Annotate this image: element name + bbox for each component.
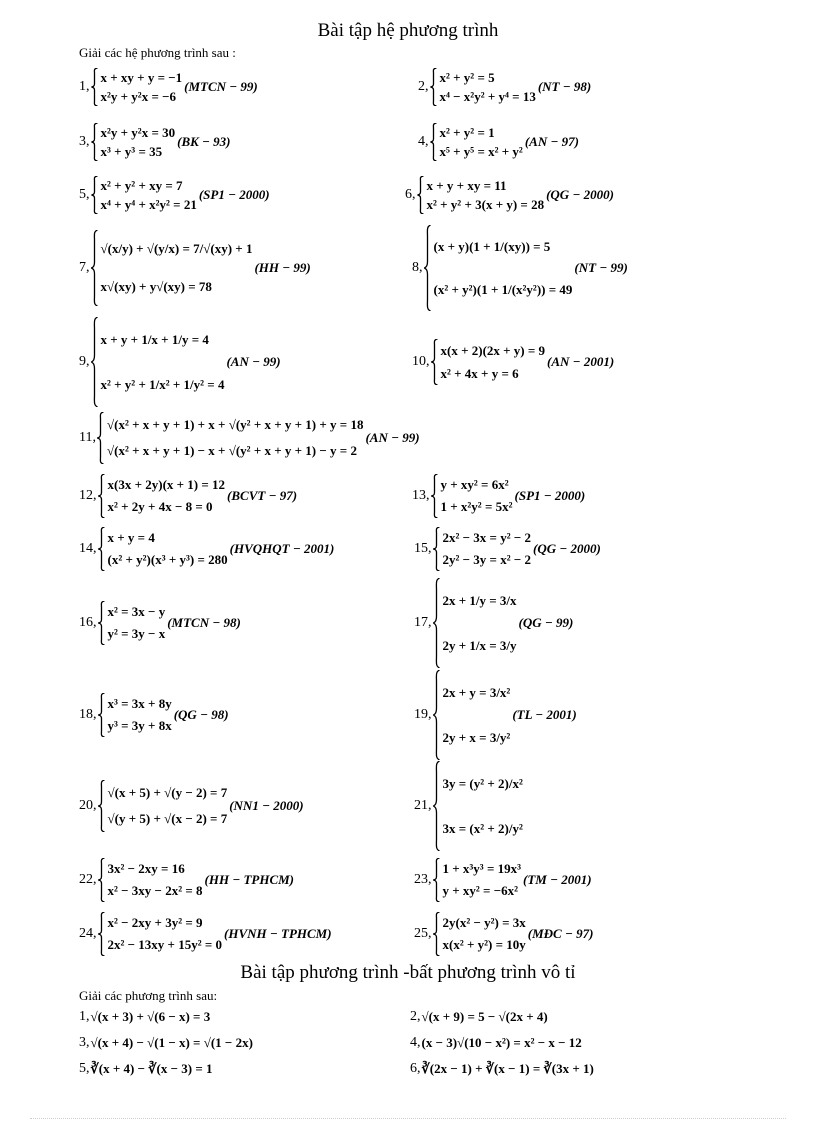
equation-problem xyxy=(410,1008,548,1026)
equation-line: 1 + x²y² = 5x² xyxy=(440,499,513,514)
problem-number: 6, xyxy=(405,187,416,202)
system-problem xyxy=(79,176,270,214)
equation-line: x² + y² + xy = 7 xyxy=(100,177,183,193)
problem-number: 1, xyxy=(79,1009,90,1024)
system-problem xyxy=(79,474,297,518)
equation-line: x√(xy) + y√(xy) = 78 xyxy=(100,279,212,294)
problem-number: 3, xyxy=(79,1035,90,1050)
left-brace xyxy=(91,68,98,106)
equation-line: y² = 3y − x xyxy=(107,626,166,641)
problem-number: 15, xyxy=(414,541,432,556)
equation-line: 2y + x = 3/y² xyxy=(442,729,511,745)
equation-line: y³ = 3y + 8x xyxy=(107,718,172,733)
equation-line: √(x² + x + y + 1) − x + √(y² + x + y + 1) − y = 2 xyxy=(106,443,357,458)
left-brace xyxy=(433,578,440,668)
left-brace xyxy=(424,225,431,311)
source-reference: (SP1 − 2000) xyxy=(514,488,586,503)
problem-number: 20, xyxy=(79,798,97,813)
equation-problem xyxy=(410,1060,594,1078)
system-problem xyxy=(79,123,231,161)
left-brace xyxy=(431,339,438,385)
source-reference: (AN − 97) xyxy=(524,134,579,149)
left-brace xyxy=(98,527,105,571)
equation: √(x + 3) + √(6 − x) = 3 xyxy=(90,1009,211,1024)
problem-number: 2, xyxy=(410,1009,421,1024)
equation-line: x(x² + y²) = 10y xyxy=(442,937,526,952)
equation-line: x³ + y³ = 35 xyxy=(100,143,163,159)
problem-number: 6, xyxy=(410,1061,421,1076)
equation-line: 3x = (x² + 2)/y² xyxy=(442,820,523,836)
left-brace xyxy=(98,912,105,956)
problem-number: 5, xyxy=(79,187,90,202)
left-brace xyxy=(430,68,437,106)
system-problem xyxy=(412,225,628,311)
equation-problem xyxy=(79,1008,210,1026)
equation-line: 2y² − 3y = x² − 2 xyxy=(442,552,532,567)
problem-number: 9, xyxy=(79,354,90,369)
problem-number: 4, xyxy=(418,134,429,149)
equation-line: x(3x + 2y)(x + 1) = 12 xyxy=(107,477,226,492)
problem-number: 1, xyxy=(79,79,90,94)
problem-number: 18, xyxy=(79,707,97,722)
equation-line: y + xy² = −6x² xyxy=(442,883,519,898)
left-brace xyxy=(433,761,440,851)
equation-line: 3y = (y² + 2)/x² xyxy=(442,775,523,791)
equation-line: x² + 4x + y = 6 xyxy=(440,365,519,381)
left-brace xyxy=(91,317,98,407)
equation-line: x + y = 4 xyxy=(107,530,155,545)
equation-line: (x² + y²)(1 + 1/(x²y²)) = 49 xyxy=(433,281,573,297)
left-brace xyxy=(433,912,440,956)
problem-number: 19, xyxy=(414,707,432,722)
system-problem xyxy=(414,527,601,571)
section-title-irrational: Bài tập phương trình -bất phương trình vô tỉ xyxy=(240,962,576,983)
system-problem xyxy=(414,670,577,760)
left-brace xyxy=(91,176,98,214)
equation-line: x² = 3x − y xyxy=(107,604,166,619)
problem-number: 3, xyxy=(79,134,90,149)
system-problem xyxy=(405,176,614,214)
equation-line: x⁵ + y⁵ = x² + y² xyxy=(439,143,523,159)
equation-line: x²y + y²x = −6 xyxy=(100,88,177,104)
source-reference: (TL − 2001) xyxy=(512,707,577,722)
source-reference: (NN1 − 2000) xyxy=(229,798,304,813)
source-reference: (QG − 99) xyxy=(518,615,574,630)
left-brace xyxy=(91,123,98,161)
source-reference: (QG − 2000) xyxy=(533,541,601,556)
equation: √(x + 9) = 5 − √(2x + 4) xyxy=(421,1009,548,1024)
equation: √(x + 4) − √(1 − x) = √(1 − 2x) xyxy=(90,1035,253,1050)
source-reference: (MĐC − 97) xyxy=(527,926,594,941)
system-problem xyxy=(79,858,294,902)
source-reference: (BK − 93) xyxy=(177,134,231,149)
system-problem xyxy=(414,761,525,851)
left-brace xyxy=(98,780,105,832)
problem-number: 22, xyxy=(79,872,97,887)
equation-problem xyxy=(79,1034,253,1052)
equation-line: x + y + xy = 11 xyxy=(426,177,507,193)
equation-line: x² + y² = 5 xyxy=(439,69,495,85)
system-problem xyxy=(79,317,281,407)
equation-problem xyxy=(79,1060,213,1078)
left-brace xyxy=(97,412,104,464)
system-problem xyxy=(79,230,311,306)
left-brace xyxy=(431,474,438,518)
equation-line: 2x² − 3x = y² − 2 xyxy=(442,530,532,545)
source-reference: (HH − 99) xyxy=(254,260,311,275)
left-brace xyxy=(98,693,105,737)
system-problem xyxy=(418,68,591,106)
system-problem xyxy=(412,474,585,518)
equation: ∛(2x − 1) + ∛(x − 1) = ∛(3x + 1) xyxy=(421,1061,594,1076)
left-brace xyxy=(433,670,440,760)
left-brace xyxy=(433,527,440,571)
equation-problem xyxy=(410,1034,582,1052)
equation-line: 2x + 1/y = 3/x xyxy=(442,592,517,608)
equation-line: x⁴ + y⁴ + x²y² = 21 xyxy=(100,196,197,212)
source-reference: (AN − 2001) xyxy=(547,354,615,369)
system-problem xyxy=(79,693,229,737)
equation-line: x² + y² + 3(x + y) = 28 xyxy=(426,196,545,212)
equation-line: x² − 3xy − 2x² = 8 xyxy=(107,883,203,898)
system-problem xyxy=(418,123,579,161)
equation-line: 2x + y = 3/x² xyxy=(442,684,511,700)
source-reference: (HH − TPHCM) xyxy=(204,872,295,887)
equation-line: x³ = 3x + 8y xyxy=(107,696,172,711)
source-reference: (NT − 98) xyxy=(537,79,592,94)
left-brace xyxy=(98,474,105,518)
equation-line: √(y + 5) + √(x − 2) = 7 xyxy=(107,811,228,826)
problem-number: 24, xyxy=(79,926,97,941)
left-brace xyxy=(417,176,424,214)
equation-line: 2y + 1/x = 3/y xyxy=(442,637,517,653)
equation-line: x² + y² + 1/x² + 1/y² = 4 xyxy=(100,376,225,392)
equation-line: 2y(x² − y²) = 3x xyxy=(442,915,526,930)
system-problem xyxy=(414,858,592,902)
system-problem xyxy=(414,912,593,956)
equation-line: y + xy² = 6x² xyxy=(440,477,509,492)
source-reference: (AN − 99) xyxy=(226,354,281,369)
equation-line: (x² + y²)(x³ + y³) = 280 xyxy=(107,552,228,567)
problem-number: 5, xyxy=(79,1061,90,1076)
equation-line: √(x/y) + √(y/x) = 7/√(xy) + 1 xyxy=(100,241,253,256)
equation-line: √(x + 5) + √(y − 2) = 7 xyxy=(107,785,228,800)
left-brace xyxy=(98,601,105,645)
equation: ∛(x + 4) − ∛(x − 3) = 1 xyxy=(90,1061,213,1076)
equation-line: x² + 2y + 4x − 8 = 0 xyxy=(107,499,213,514)
problem-number: 25, xyxy=(414,926,432,941)
source-reference: (SP1 − 2000) xyxy=(198,187,270,202)
equation: (x − 3)√(10 − x²) = x² − x − 12 xyxy=(421,1035,582,1050)
equation-line: 3x² − 2xy = 16 xyxy=(107,861,185,876)
system-problem xyxy=(79,527,334,571)
problem-number: 16, xyxy=(79,615,97,630)
system-problem xyxy=(79,601,241,645)
source-reference: (HVQHQT − 2001) xyxy=(229,541,335,556)
system-problem xyxy=(412,339,614,385)
source-reference: (HVNH − TPHCM) xyxy=(224,926,332,941)
source-reference: (QG − 98) xyxy=(173,707,229,722)
source-reference: (TM − 2001) xyxy=(523,872,592,887)
left-brace xyxy=(430,123,437,161)
equation-line: x⁴ − x²y² + y⁴ = 13 xyxy=(439,88,536,104)
equation-line: x + y + 1/x + 1/y = 4 xyxy=(100,331,209,347)
source-reference: (AN − 99) xyxy=(365,430,420,445)
problem-number: 7, xyxy=(79,260,90,275)
equation-line: x² + y² = 1 xyxy=(439,124,495,140)
intro-irrational: Giải các phương trình sau: xyxy=(79,988,218,1003)
problem-number: 23, xyxy=(414,872,432,887)
source-reference: (NT − 99) xyxy=(574,260,628,275)
source-reference: (BCVT − 97) xyxy=(227,488,298,503)
page-bottom-border xyxy=(30,1118,786,1119)
equation-line: 1 + x³y³ = 19x³ xyxy=(442,861,522,876)
problem-number: 10, xyxy=(412,354,430,369)
system-problem xyxy=(79,780,304,832)
source-reference: (MTCN − 98) xyxy=(167,615,241,630)
equation-line: x(x + 2)(2x + y) = 9 xyxy=(440,342,546,358)
problem-number: 4, xyxy=(410,1035,421,1050)
system-problem xyxy=(79,68,258,106)
intro-systems: Giải các hệ phương trình sau : xyxy=(79,45,236,60)
problem-number: 2, xyxy=(418,79,429,94)
section-title-systems: Bài tập hệ phương trình xyxy=(317,20,499,41)
equation-line: 2x² − 13xy + 15y² = 0 xyxy=(107,937,223,952)
equation-line: x + xy + y = −1 xyxy=(100,69,183,85)
problem-number: 13, xyxy=(412,488,430,503)
problem-number: 12, xyxy=(79,488,97,503)
source-reference: (MTCN − 99) xyxy=(184,79,258,94)
left-brace xyxy=(91,230,98,306)
system-problem xyxy=(414,578,573,668)
equation-line: √(x² + x + y + 1) + x + √(y² + x + y + 1) + y = 18 xyxy=(106,417,364,432)
equation-line: x² − 2xy + 3y² = 9 xyxy=(107,915,203,930)
system-problem xyxy=(79,912,332,956)
equation-line: (x + y)(1 + 1/(xy)) = 5 xyxy=(433,238,551,254)
problem-number: 8, xyxy=(412,260,423,275)
left-brace xyxy=(98,858,105,902)
problem-number: 11, xyxy=(79,430,96,445)
source-reference: (QG − 2000) xyxy=(546,187,614,202)
problem-number: 17, xyxy=(414,615,432,630)
left-brace xyxy=(433,858,440,902)
equation-line: x²y + y²x = 30 xyxy=(100,124,176,140)
system-problem xyxy=(79,412,420,464)
problem-number: 21, xyxy=(414,798,432,813)
problem-number: 14, xyxy=(79,541,97,556)
